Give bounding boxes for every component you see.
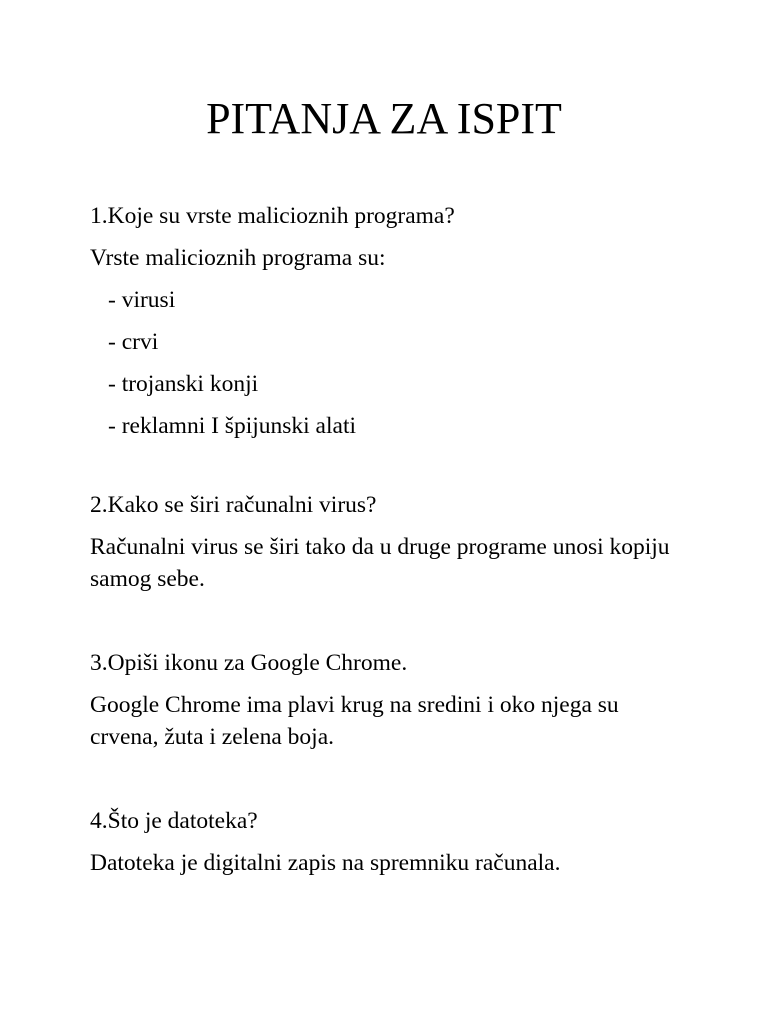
question-2: 2.Kako se širi računalni virus? (90, 492, 377, 518)
qa-block-1 (90, 200, 690, 442)
question-4: 4.Što je datoteka? (90, 808, 258, 834)
qa-block-4 (90, 805, 690, 879)
list-item: - trojanski konji (90, 368, 690, 400)
question-1: 1.Koje su vrste malicioznih programa? (90, 203, 455, 229)
answer-3: Google Chrome ima plavi krug na sredini i oko njega su crvena, žuta i zelena boja. (90, 692, 619, 750)
answer-1-list (90, 284, 690, 442)
qa-block-2 (90, 489, 690, 595)
answer-2: Računalni virus se širi tako da u druge programe unosi kopiju samog sebe. (90, 534, 670, 592)
qa-block-3 (90, 647, 690, 753)
answer-4: Datoteka je digitalni zapis na spremniku računala. (90, 850, 561, 876)
list-item: - virusi (90, 284, 690, 316)
question-3: 3.Opiši ikonu za Google Chrome. (90, 650, 408, 676)
list-item: - reklamni I špijunski alati (90, 410, 690, 442)
answer-1-intro: Vrste malicioznih programa su: (90, 245, 386, 271)
document-body (90, 200, 690, 931)
page-title: PITANJA ZA ISPIT (206, 94, 562, 143)
list-item: - crvi (90, 326, 690, 358)
